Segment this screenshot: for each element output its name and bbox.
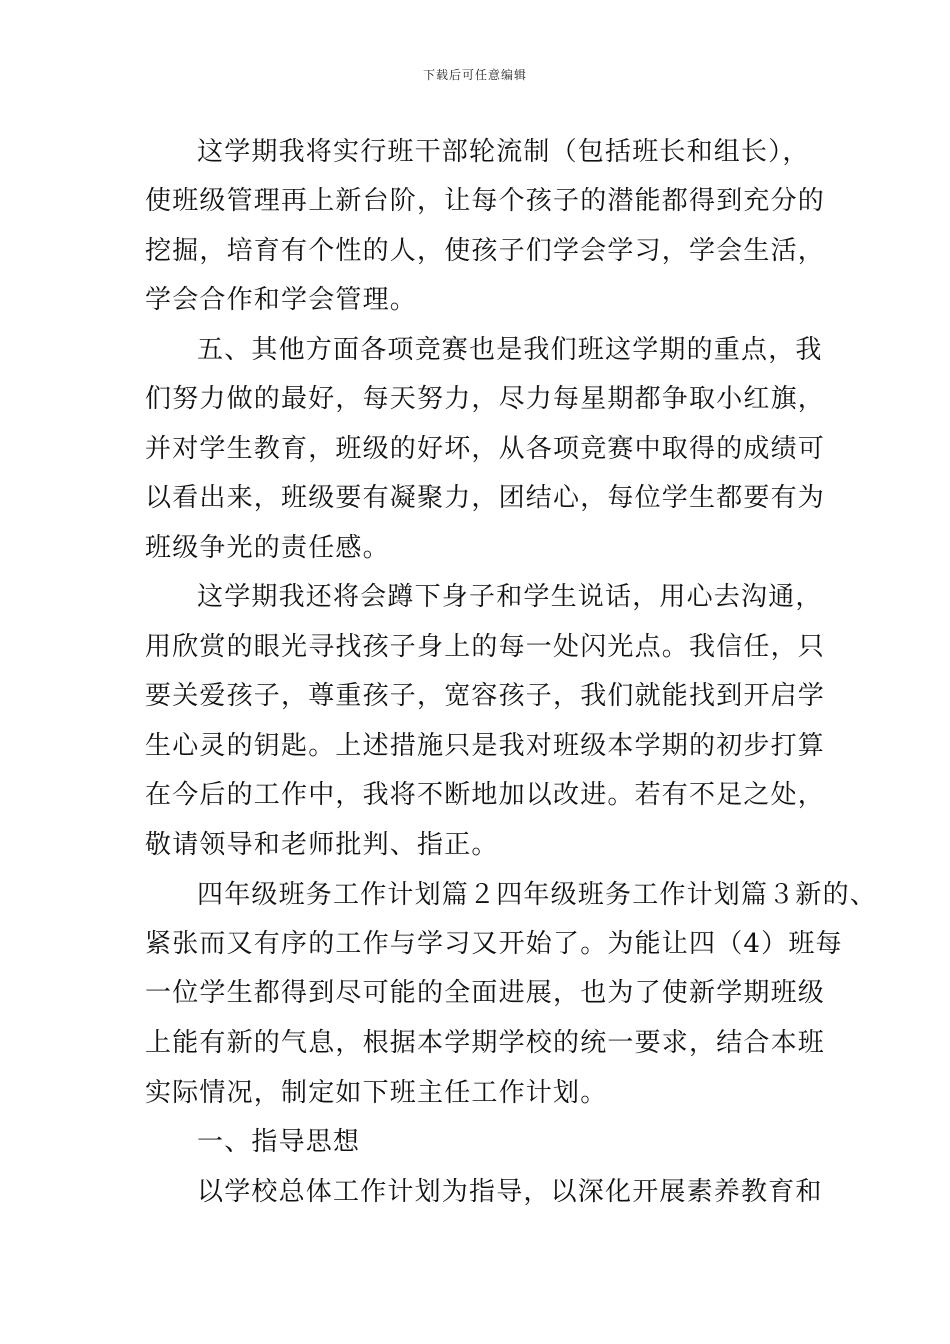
text-line: 班级争光的责任感。 [145, 533, 390, 563]
text-line: 五、其他方面各项竞赛也是我们班这学期的重点，我 [197, 335, 823, 365]
section-heading: 一、指导思想 [197, 1127, 361, 1157]
text-line: 实际情况，制定如下班主任工作计划。 [145, 1078, 608, 1108]
text-line: 并对学生教育，班级的好坏，从各项竞赛中取得的成绩可 [145, 434, 826, 464]
text-line: 上能有新的气息，根据本学期学校的统一要求，结合本班 [145, 1028, 826, 1058]
text-line: 以看出来，班级要有凝聚力，团结心，每位学生都要有为 [145, 483, 826, 513]
text-line: 以学校总体工作计划为指导，以深化开展素养教育和 [197, 1177, 823, 1207]
text-line: 一位学生都得到尽可能的全面进展，也为了使新学期班级 [145, 978, 826, 1008]
text-line: 们努力做的最好，每天努力，尽力每星期都争取小红旗， [145, 384, 826, 414]
page-header: 下载后可任意编辑 [422, 68, 527, 82]
text-line: 挖掘，培育有个性的人，使孩子们学会学习，学会生活， [145, 236, 826, 266]
text-line: 在今后的工作中，我将不断地加以改进。若有不足之处， [145, 780, 826, 810]
text-line: 紧张而又有序的工作与学习又开始了。为能让四（4）班每 [145, 929, 843, 959]
text-line: 学会合作和学会管理。 [145, 285, 418, 315]
text-line: 四年级班务工作计划篇２四年级班务工作计划篇３新的、 [197, 880, 878, 910]
text-line: 用欣赏的眼光寻找孩子身上的每一处闪光点。我信任，只 [145, 632, 826, 662]
text-line: 使班级管理再上新台阶，让每个孩子的潜能都得到充分的 [145, 186, 826, 216]
text-line: 这学期我将实行班干部轮流制（包括班长和组长）， [197, 137, 810, 167]
text-line: 生心灵的钥匙。上述措施只是我对班级本学期的初步打算 [145, 731, 826, 761]
text-line: 这学期我还将会蹲下身子和学生说话，用心去沟通， [197, 582, 823, 612]
text-line: 要关爱孩子，尊重孩子，宽容孩子，我们就能找到开启学 [145, 681, 826, 711]
text-line: 敬请领导和老师批判、指正。 [145, 830, 499, 860]
